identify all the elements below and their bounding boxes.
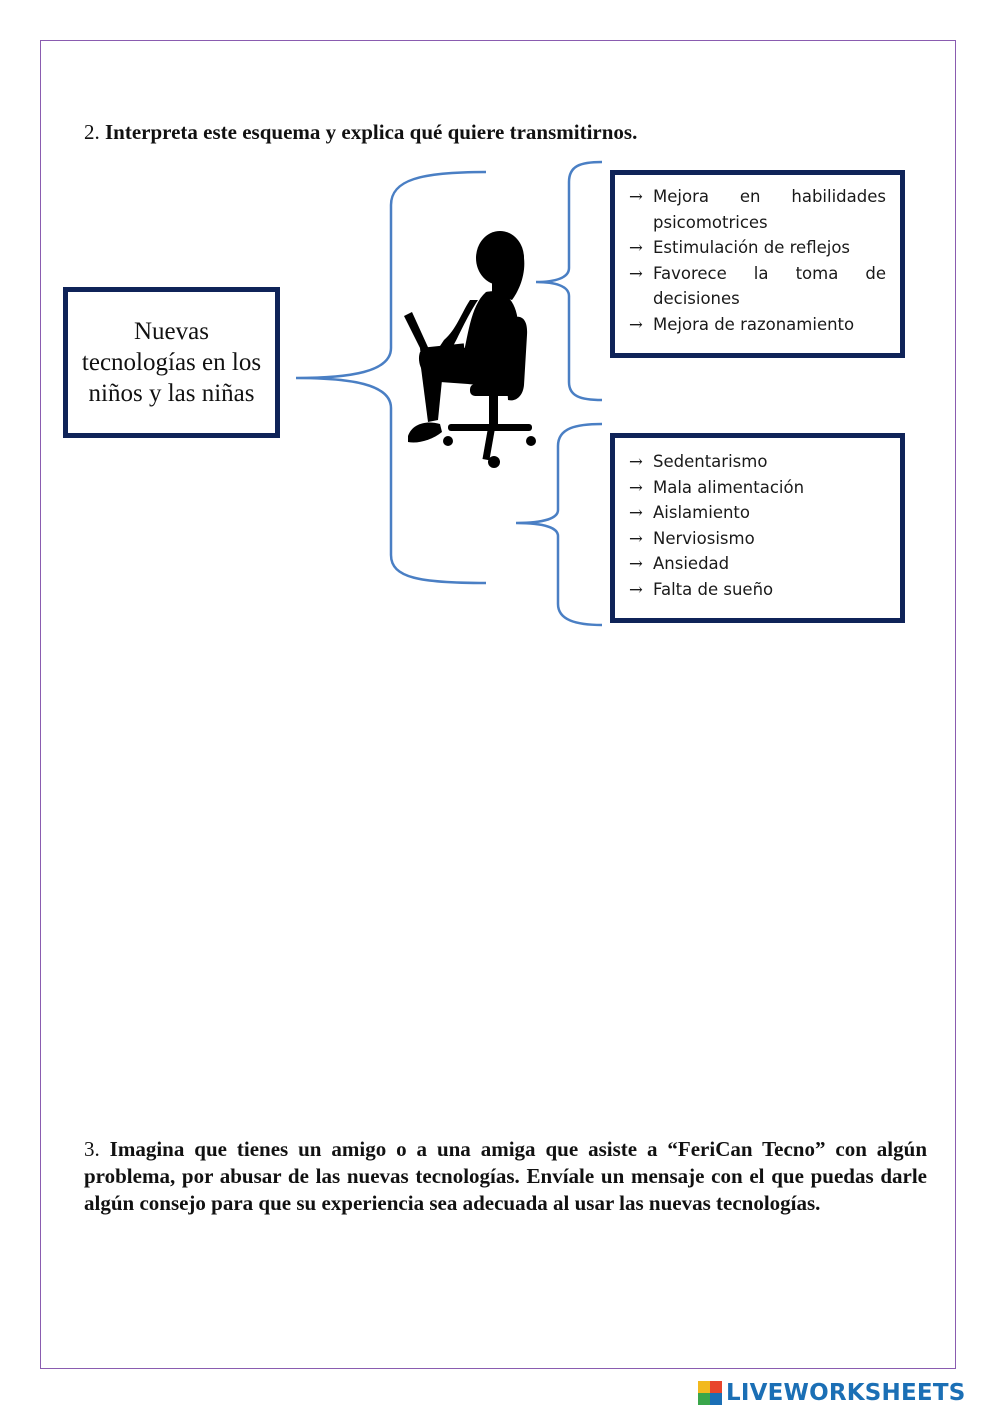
list-item: [629, 261, 886, 312]
negative-item-text: Sedentarismo: [653, 452, 768, 471]
main-concept-text: Nuevas tecnologías en los niños y las niñas: [81, 318, 262, 407]
positive-item-text: Mejora de razonamiento: [653, 314, 855, 334]
list-item: [629, 475, 886, 501]
list-item: [629, 500, 886, 526]
list-item: [629, 184, 886, 235]
arrow-icon: →: [629, 452, 643, 471]
question-2-text: Interpreta este esquema y explica qué quiere transmitirnos.: [105, 120, 638, 144]
negative-item-text: Mala alimentación: [653, 477, 805, 497]
arrow-icon: →: [629, 238, 643, 257]
positive-item-text: Favorece la toma de decisiones: [653, 263, 886, 308]
main-concept-box: [63, 287, 280, 438]
negative-item-text: Nerviosismo: [653, 528, 755, 548]
brand-name: LIVEWORKSHEETS: [726, 1380, 966, 1406]
question-2-number: 2.: [84, 120, 100, 144]
question-3: [84, 1136, 927, 1217]
positive-item-text: Mejora en habilidades psicomotrices: [653, 187, 886, 232]
arrow-icon: →: [629, 503, 643, 522]
arrow-icon: →: [629, 314, 643, 334]
list-item: [629, 526, 886, 552]
arrow-icon: →: [629, 263, 643, 283]
question-3-number: 3.: [84, 1137, 100, 1161]
list-item: [629, 235, 886, 261]
list-item: [629, 551, 886, 577]
arrow-icon: →: [629, 554, 643, 573]
negative-item-text: Falta de sueño: [653, 579, 774, 599]
arrow-icon: →: [629, 528, 643, 548]
arrow-icon: →: [629, 579, 643, 599]
positive-brace: [536, 162, 602, 400]
negative-brace: [516, 424, 602, 625]
arrow-icon: →: [629, 477, 643, 497]
list-item: [629, 577, 886, 603]
negative-item-text: Aislamiento: [653, 503, 750, 522]
list-item: [629, 312, 886, 338]
question-3-text: Imagina que tienes un amigo o a una amiga que asiste a “FeriCan Tecno” con algún problema, por abusar de las nuevas tecnologías. Envíale un mensaje con el que puedas darle algún consejo para que su experiencia sea adecuada al usar las nuevas tecnologías.: [84, 1137, 927, 1215]
positive-effects-box: [610, 170, 905, 358]
negative-effects-box: [610, 433, 905, 623]
arrow-icon: →: [629, 187, 643, 206]
negative-item-text: Ansiedad: [653, 554, 730, 573]
positive-item-text: Estimulación de reflejos: [653, 238, 851, 257]
liveworksheets-logo[interactable]: [698, 1378, 965, 1408]
child-with-laptop-silhouette-icon: [404, 231, 536, 468]
liveworksheets-logo-icon: [698, 1381, 722, 1405]
list-item: [629, 449, 886, 475]
